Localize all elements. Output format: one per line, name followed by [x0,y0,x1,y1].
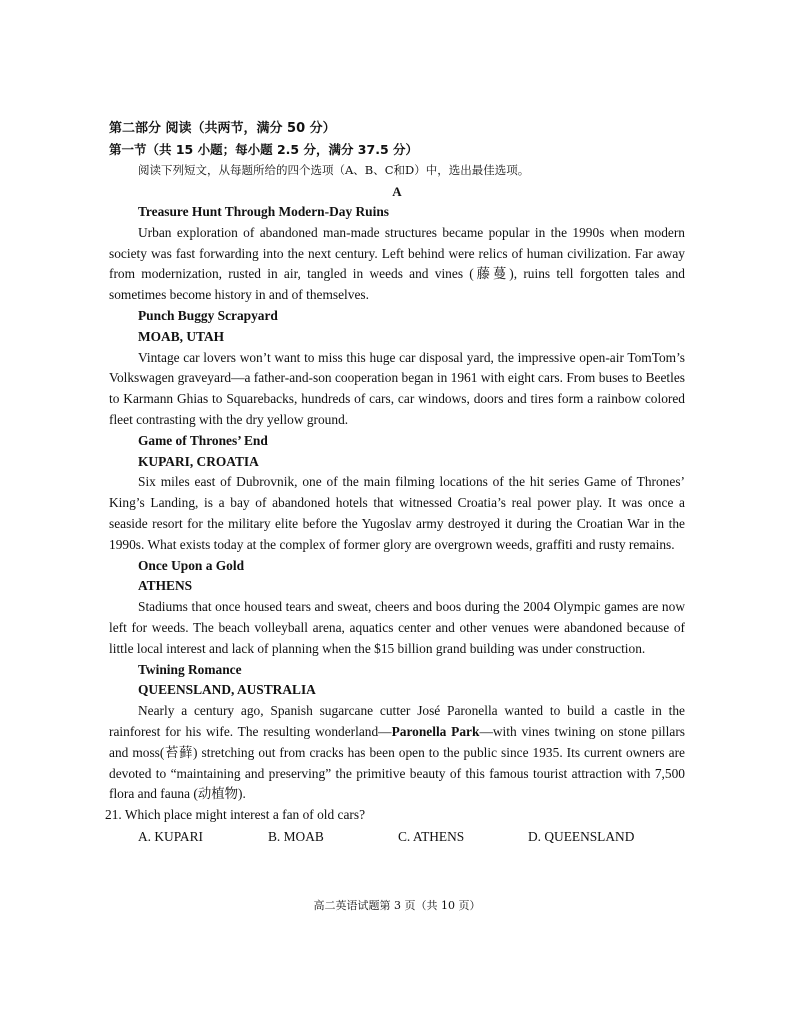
site-text: Six miles east of Dubrovnik, one of the main filming locations of the hit series Game of Thrones’ King’s Landing, is a bay of abandoned hotels that witnessed Croatia’s real power play. It was once a seaside resort for the military elite before the Yugoslav army destroyed it during the Croatian War in the 1990s. What exists today at the complex of former glory are overgrown weeds, graffiti and rusty remains. [109,474,685,552]
site-text: Vintage car lovers won’t want to miss this huge car disposal yard, the impressive open-air TomTom’s Volkswagen graveyard—a father-and-son cooperation began in 1961 with eight cars. From buses to Beetles to Karmann Ghias to Squarebacks, hundreds of cars, car windows, doors and tires form a rainbow colored fleet contrasting with the dry yellow ground. [109,349,685,427]
option-d: D. QUEENSLAND [528,828,635,844]
park-name: Paronella Park [391,723,480,739]
site-name: Game of Thrones’ End [138,432,268,448]
site-location: ATHENS [138,578,193,594]
site-name: Once Upon a Gold [138,557,245,573]
site-location: QUEENSLAND, AUSTRALIA [138,682,316,698]
site-name: Twining Romance [138,661,242,677]
site-location: MOAB, UTAH [138,328,225,344]
passage-label: A [392,184,402,199]
site-location: KUPARI, CROATIA [138,453,259,469]
page-footer: 高二英语试题第 3 页（共 10 页） [313,899,481,912]
article-title: Treasure Hunt Through Modern-Day Ruins [138,204,389,219]
instructions: 阅读下列短文，从每题所给的四个选项（A、B、C和D）中，选出最佳选项。 [138,163,530,177]
article-intro: Urban exploration of abandoned man-made structures became popular in the 1990s when modern society was fast forwarding into the next century. Left behind were relics of human civilization. Far away from modernization, rusted in air, tangled in weeds and vines (藤蔓), ruins tell forgotten tales and sometimes become history in and of themselves. [109,224,685,303]
site-text-after: —with vines twining on stone pillars and moss(苔藓) stretching out from cracks has been open to the public since 1935. Its current owners are devoted to “maintaining and preserving” the primitive beauty of this famous tourist attraction with 7,500 flora and fauna (动植物). [109,723,685,802]
option-b: B. MOAB [268,828,324,844]
answer-options [109,826,685,848]
exam-page [105,118,685,848]
site-text: Stadiums that once housed tears and sweat, cheers and boos during the 2004 Olympic games are now left for weeds. The beach volleyball arena, aquatics center and other venues were abandoned because of little local interest and lack of planning when the $15 billion grand building was under construction. [109,599,685,656]
option-a: A. KUPARI [138,828,203,844]
option-c: C. ATHENS [398,828,465,844]
site-name: Punch Buggy Scrapyard [138,307,278,323]
site-text [109,701,685,805]
part-heading: 第二部分 阅读（共两节，满分 50 分） [109,121,336,136]
site-text-before: Nearly a century ago, Spanish sugarcane cutter José Paronella wanted to build a castle in the rainforest for his wife. The resulting wonderland— [109,703,685,739]
section-heading: 第一节（共 15 小题；每小题 2.5 分，满分 37.5 分） [109,142,418,157]
question-stem: 21. Which place might interest a fan of old cars? [105,807,366,823]
